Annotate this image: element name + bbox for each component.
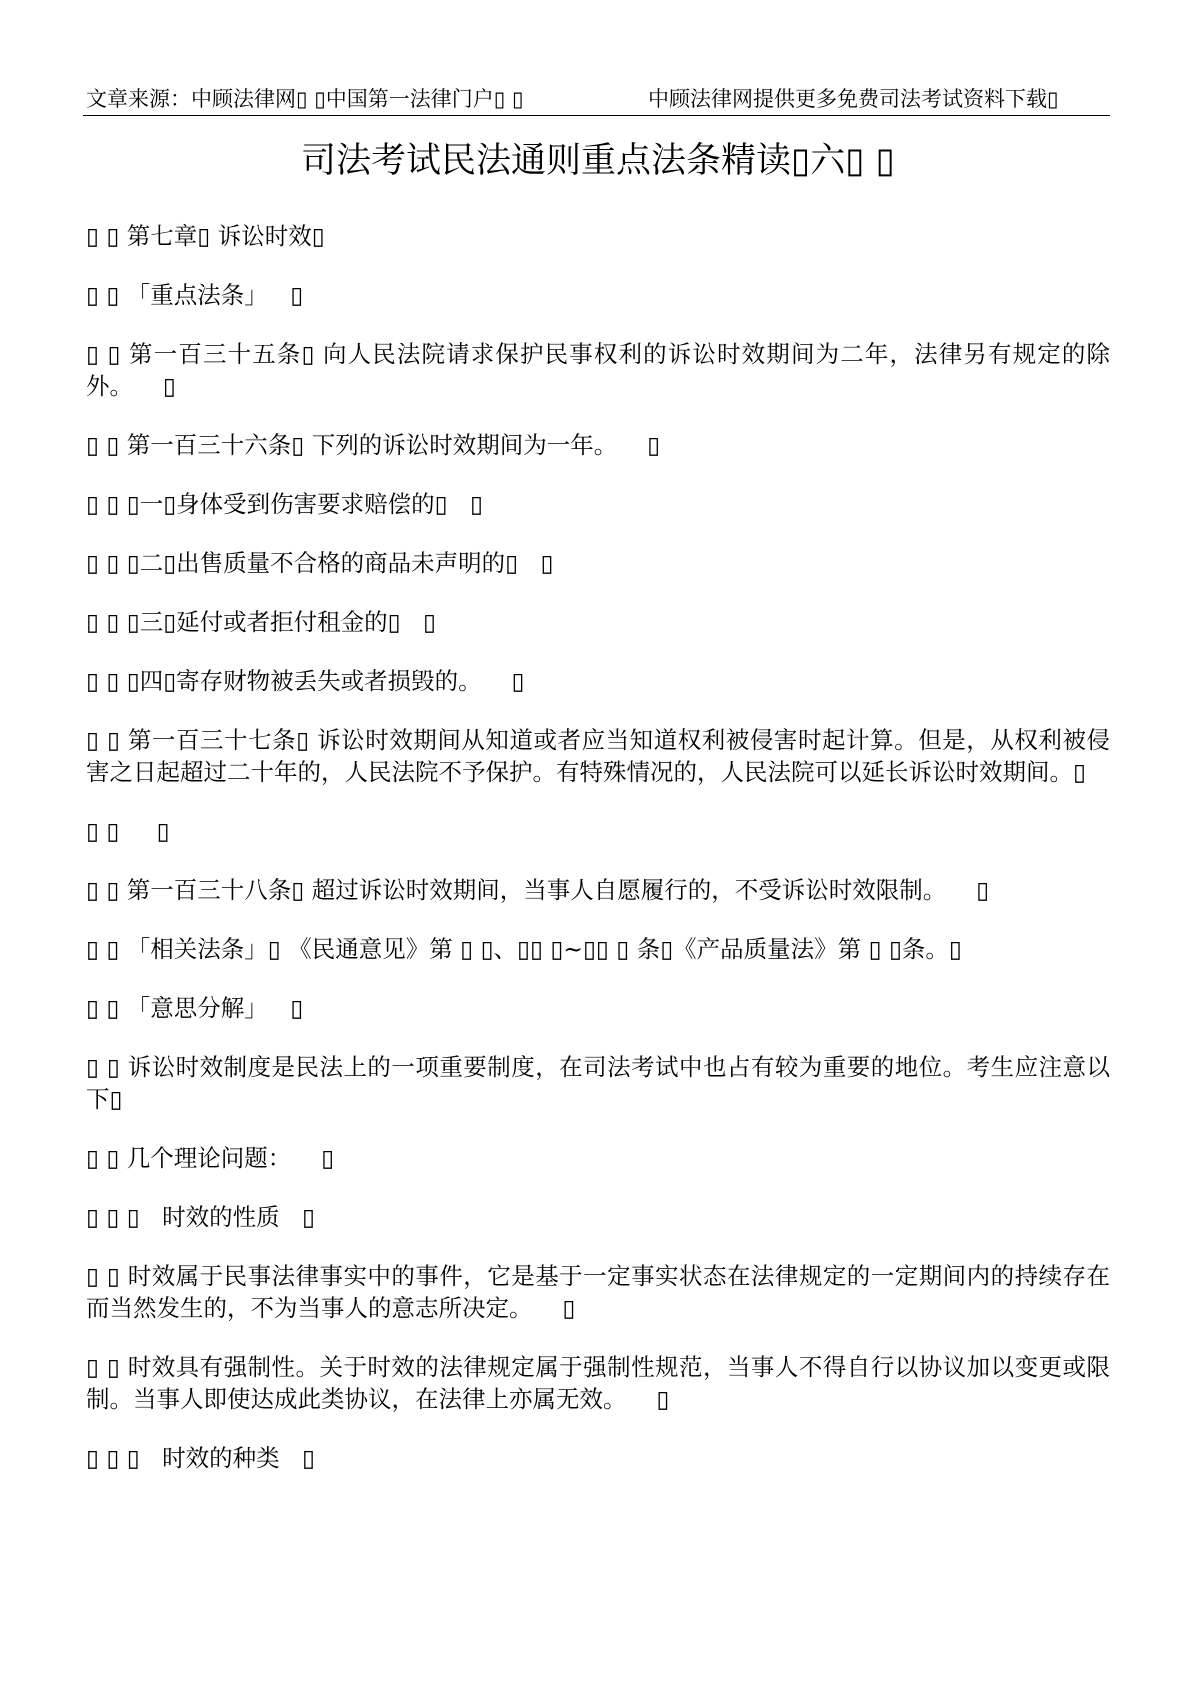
header-source: 文章来源：中顾法律网▯ ▯中国第一法律门户▯ ▯ bbox=[86, 87, 524, 111]
paragraph-article-136 bbox=[86, 429, 1110, 461]
page-title: 司法考试民法通则重点法条精读▯六▯ ▯ bbox=[301, 141, 895, 181]
paragraph-line: ▯ ▯ 「重点法条」 ▯ bbox=[86, 281, 304, 309]
header-rule bbox=[83, 115, 1110, 116]
paragraph-article-137 bbox=[86, 724, 1110, 788]
paragraph-line: ▯ ▯ ▯ 时效的性质 ▯ bbox=[86, 1203, 315, 1231]
paragraph-key-articles-heading bbox=[86, 279, 1110, 311]
paragraph-article-135 bbox=[86, 338, 1110, 402]
paragraph-line: ▯ ▯ ▯二▯出售质量不合格的商品未声明的▯ ▯ bbox=[86, 549, 554, 577]
paragraph-line: 下▯ bbox=[86, 1085, 123, 1113]
paragraph-item-3 bbox=[86, 606, 1110, 638]
paragraph-line: ▯ ▯ 第七章▯ 诉讼时效▯ bbox=[86, 222, 325, 250]
paragraph-nature-2 bbox=[86, 1351, 1110, 1415]
paragraph-line: 而当然发生的，不为当事人的意志所决定。 ▯ bbox=[86, 1294, 576, 1322]
paragraph-chapter-heading bbox=[86, 220, 1110, 252]
paragraph-line: 害之日起超过二十年的，人民法院不予保护。有特殊情况的，人民法院可以延长诉讼时效期间。▯ bbox=[86, 758, 1086, 786]
paragraph-line: ▯ ▯ 时效具有强制性。关于时效的法律规定属于强制性规范，当事人不得自行以协议加以变更或限 bbox=[86, 1353, 1110, 1381]
paragraph-intro bbox=[86, 1051, 1110, 1115]
paragraph-related-articles bbox=[86, 933, 1110, 965]
document-body bbox=[86, 220, 1110, 1501]
paragraph-line: ▯ ▯ ▯一▯身体受到伤害要求赔偿的▯ ▯ bbox=[86, 490, 483, 518]
paragraph-item-2 bbox=[86, 547, 1110, 579]
paragraph-line: ▯ ▯ 时效属于民事法律事实中的事件，它是基于一定事实状态在法律规定的一定期间内的持续存在 bbox=[86, 1262, 1110, 1290]
header-promo: 中顾法律网提供更多免费司法考试资料下载▯ bbox=[648, 87, 1059, 111]
paragraph-line: ▯ ▯ 诉讼时效制度是民法上的一项重要制度，在司法考试中也占有较为重要的地位。考生应注意以 bbox=[86, 1053, 1110, 1081]
paragraph-line: ▯ ▯ 第一百三十八条▯ 超过诉讼时效期间，当事人自愿履行的，不受诉讼时效限制。 ▯ bbox=[86, 876, 990, 904]
paragraph-line: ▯ ▯ 「相关法条」▯ 《民通意见》第 ▯ ▯、▯▯ ▯~▯▯ ▯ 条▯《产品质量法》第 ▯ ▯条。▯ bbox=[86, 935, 962, 963]
paragraph-line: ▯ ▯ ▯四▯寄存财物被丢失或者损毁的。 ▯ bbox=[86, 667, 525, 695]
paragraph-line: 外。 ▯ bbox=[86, 372, 176, 400]
paragraph-item-4 bbox=[86, 665, 1110, 697]
paragraph-line: ▯ ▯ ▯ bbox=[86, 817, 170, 845]
paragraph-line: ▯ ▯ 第一百三十五条▯ 向人民法院请求保护民事权利的诉讼时效期间为二年，法律另有规定的除 bbox=[86, 340, 1110, 368]
paragraph-line: ▯ ▯ 「意思分解」 ▯ bbox=[86, 994, 304, 1022]
paragraph-nature-1 bbox=[86, 1260, 1110, 1324]
paragraph-interpretation-heading bbox=[86, 992, 1110, 1024]
paragraph-line: ▯ ▯ 第一百三十六条▯ 下列的诉讼时效期间为一年。 ▯ bbox=[86, 431, 661, 459]
paragraph-line: ▯ ▯ ▯三▯延付或者拒付租金的▯ ▯ bbox=[86, 608, 436, 636]
paragraph-item-1 bbox=[86, 488, 1110, 520]
paragraph-nature-heading bbox=[86, 1201, 1110, 1233]
paragraph-article-138 bbox=[86, 874, 1110, 906]
paragraph-line: ▯ ▯ 第一百三十七条▯ 诉讼时效期间从知道或者应当知道权利被侵害时起计算。但是，从权利被侵 bbox=[86, 726, 1110, 754]
paragraph-theory-heading bbox=[86, 1142, 1110, 1174]
paragraph-line: ▯ ▯ ▯ 时效的种类 ▯ bbox=[86, 1444, 315, 1472]
paragraph-types-heading bbox=[86, 1442, 1110, 1474]
paragraph-line: 制。当事人即使达成此类协议，在法律上亦属无效。 ▯ bbox=[86, 1385, 670, 1413]
paragraph-line: ▯ ▯ 几个理论问题： ▯ bbox=[86, 1144, 335, 1172]
paragraph-blank bbox=[86, 815, 1110, 847]
